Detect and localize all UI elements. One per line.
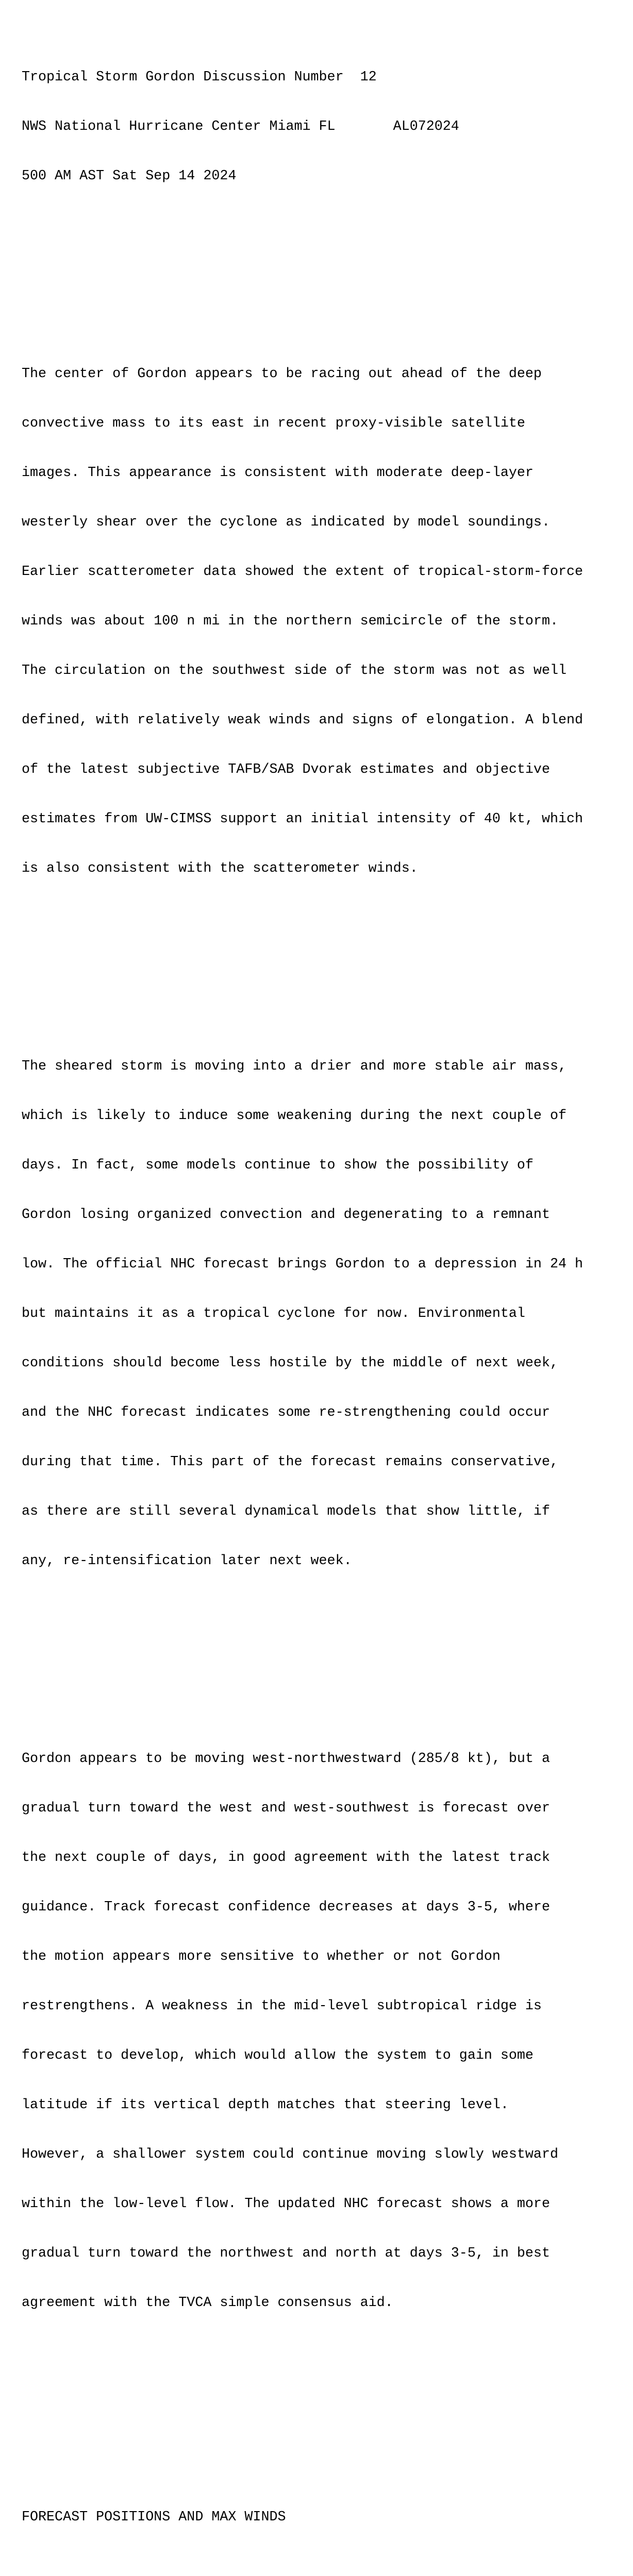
text-line: during that time. This part of the forecast remains conservative, — [22, 1454, 558, 1470]
spacer — [22, 2394, 630, 2427]
text-line: is also consistent with the scatterometer winds. — [22, 861, 418, 876]
text-line: of the latest subjective TAFB/SAB Dvorak estimates and objective — [22, 762, 550, 777]
text-line: estimates from UW-CIMSS support an initial intensity of 40 kt, which — [22, 811, 584, 827]
text-line: within the low-level flow. The updated NHC forecast shows a more — [22, 2196, 550, 2212]
discussion-header — [22, 36, 630, 217]
header-issue-time: 500 AM AST Sat Sep 14 2024 — [22, 168, 237, 184]
text-line: gradual turn toward the west and west-southwest is forecast over — [22, 1801, 550, 1816]
text-line: defined, with relatively weak winds and signs of elongation. A blend — [22, 713, 584, 728]
text-line: guidance. Track forecast confidence decreases at days 3-5, where — [22, 1900, 550, 1915]
text-line: Earlier scatterometer data showed the extent of tropical-storm-force — [22, 564, 584, 580]
text-line: which is likely to induce some weakening during the next couple of — [22, 1108, 567, 1124]
text-line: any, re-intensification later next week. — [22, 1553, 352, 1569]
text-line: The circulation on the southwest side of the storm was not as well — [22, 663, 567, 679]
paragraph-intensity-forecast — [22, 1025, 630, 1602]
forecast-table — [22, 2476, 630, 2576]
text-line: convective mass to its east in recent proxy-visible satellite — [22, 416, 525, 431]
text-line: The center of Gordon appears to be racing out ahead of the deep — [22, 366, 542, 382]
spacer — [22, 2558, 630, 2575]
header-office: NWS National Hurricane Center Miami FL AL072024 — [22, 119, 459, 134]
paragraph-current-analysis — [22, 333, 630, 910]
spacer — [22, 267, 630, 283]
text-line: agreement with the TVCA simple consensus aid. — [22, 2295, 393, 2311]
text-line: forecast to develop, which would allow the system to gain some — [22, 2048, 534, 2063]
text-line: westerly shear over the cyclone as indicated by model soundings. — [22, 515, 550, 530]
forecast-table-title: FORECAST POSITIONS AND MAX WINDS — [22, 2510, 286, 2525]
spacer — [22, 1652, 630, 1668]
text-line: the motion appears more sensitive to whether or not Gordon — [22, 1949, 501, 1964]
text-line: restrengthens. A weakness in the mid-level subtropical ridge is — [22, 1998, 542, 2014]
text-line: low. The official NHC forecast brings Gordon to a depression in 24 h — [22, 1257, 584, 1272]
text-line: winds was about 100 n mi in the northern semicircle of the storm. — [22, 614, 558, 629]
text-line: The sheared storm is moving into a drier and more stable air mass, — [22, 1059, 567, 1074]
text-line: but maintains it as a tropical cyclone for now. Environmental — [22, 1306, 525, 1321]
text-line: Gordon losing organized convection and degenerating to a remnant — [22, 1207, 550, 1223]
text-line: and the NHC forecast indicates some re-strengthening could occur — [22, 1405, 550, 1420]
text-line: However, a shallower system could continue moving slowly westward — [22, 2147, 558, 2162]
paragraph-track-forecast — [22, 1718, 630, 2344]
discussion-document — [22, 3, 630, 2576]
text-line: conditions should become less hostile by the middle of next week, — [22, 1355, 558, 1371]
spacer — [22, 959, 630, 976]
text-line: days. In fact, some models continue to show the possibility of — [22, 1158, 534, 1173]
text-line: latitude if its vertical depth matches that steering level. — [22, 2097, 509, 2113]
text-line: the next couple of days, in good agreement with the latest track — [22, 1850, 550, 1866]
text-line: gradual turn toward the northwest and north at days 3-5, in best — [22, 2246, 550, 2261]
text-line: images. This appearance is consistent with moderate deep-layer — [22, 465, 534, 481]
text-line: as there are still several dynamical models that show little, if — [22, 1504, 550, 1519]
text-line: Gordon appears to be moving west-northwestward (285/8 kt), but a — [22, 1751, 550, 1767]
header-title: Tropical Storm Gordon Discussion Number 12 — [22, 70, 377, 85]
